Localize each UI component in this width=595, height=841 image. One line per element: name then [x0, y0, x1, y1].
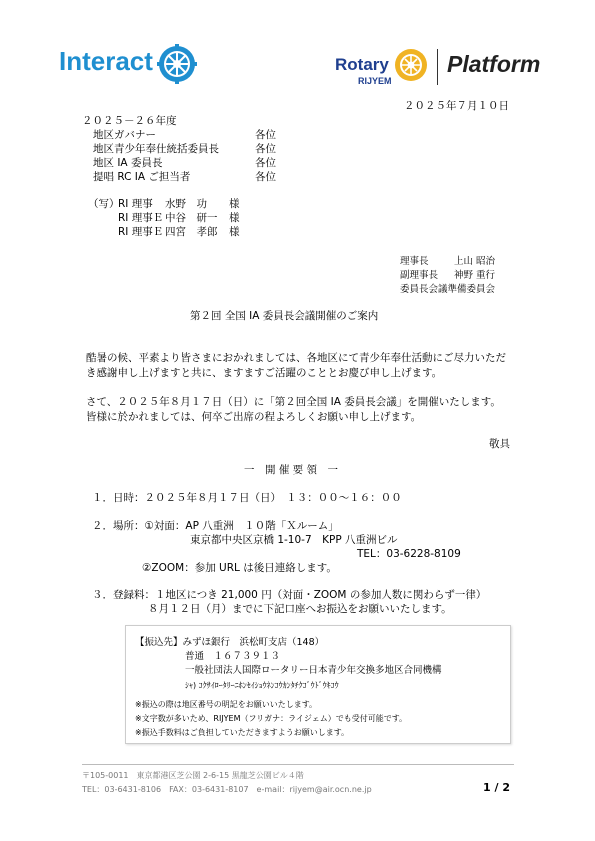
- outline-item: TEL：03-6228-8109: [357, 548, 461, 560]
- bank-account-holder: 一般社団法人国際ロータリー日本青少年交換多地区合同機構: [185, 665, 442, 676]
- sender-title: 理事長: [400, 256, 429, 267]
- body-text: 皆様に於かれましては、何卒ご出席の程よろしくお願い申し上げます。: [86, 411, 422, 423]
- cc-honorific: 様: [229, 212, 240, 224]
- cc-name: 四宮 孝郎: [165, 226, 218, 238]
- cc-honorific: 様: [229, 198, 240, 210]
- page-number: 1 / 2: [483, 781, 510, 794]
- body-text: 酷暑の候、平素より皆さまにおかれましては、各地区にて青少年奉仕活動にご尽力いただ: [86, 352, 506, 364]
- addressee-role: 地区青少年奉仕統括委員長: [93, 143, 219, 155]
- rotary-wheel-icon: [394, 48, 428, 82]
- body-text: さて、２０２５年８月１７日（日）に「第２回全国 IA 委員長会議」を開催いたします。: [86, 396, 501, 408]
- outline-item: ３．登録料：１地区につき 21,000 円（対面・ZOOM の参加人数に関わらず一律）: [92, 589, 487, 601]
- footer-address: 〒105-0011 東京都港区芝公園 2-6-15 黒龍芝公園ビル４階: [82, 771, 304, 780]
- cc-prefix: （写）: [88, 198, 120, 210]
- footer-divider: [82, 764, 514, 765]
- cc-honorific: 様: [229, 226, 240, 238]
- document-date: ２０２５年７月１０日: [404, 100, 509, 112]
- closing-text: 敬具: [489, 438, 510, 450]
- body-text: き感謝申し上げますと共に、ますますご活躍のこととお慶び申し上げます。: [86, 367, 443, 379]
- document-subject: 第２回 全国 IA 委員長会議開催のご案内: [190, 310, 379, 322]
- bank-note: ※振込の際は地区番号の明記をお願いいたします。: [135, 700, 318, 709]
- addressee-role: 提唱 RC IA ご担当者: [93, 171, 191, 183]
- cc-name: 水野 功: [165, 198, 207, 210]
- outline-item: ②ZOOM：参加 URL は後日連絡します。: [142, 562, 337, 574]
- cc-title: RI 理事: [118, 198, 153, 210]
- sender-name: 神野 重行: [454, 270, 496, 281]
- interact-wheel-icon: [157, 44, 197, 84]
- bank-account: 普通 １６７３９１３: [185, 651, 281, 662]
- interact-logo-text: Interact: [59, 46, 153, 76]
- addressee-role: 地区 IA 委員長: [93, 157, 163, 169]
- bank-note: ※文字数が多いため、RIJYEM（フリガナ：ライジェム）でも受付可能です。: [135, 714, 408, 723]
- cc-title: RI 理事Ｅ: [118, 226, 164, 238]
- bank-note: ※振込手数料はご負担していただきますようお願いします。: [135, 728, 350, 737]
- cc-name: 中谷 研一: [165, 212, 218, 224]
- outline-item: １．日時：２０２５年８月１７日（日） １３：００～１６：００: [92, 492, 402, 504]
- bank-text: 【振込先】みずほ銀行 浜松町支店（148）: [135, 637, 325, 648]
- platform-logo-text: Platform: [447, 51, 541, 77]
- addressee-honorific: 各位: [255, 129, 276, 141]
- cc-title: RI 理事Ｅ: [118, 212, 164, 224]
- outline-item: 東京都中央区京橋 1-10-7 KPP 八重洲ビル: [190, 534, 398, 546]
- addressee-honorific: 各位: [255, 143, 276, 155]
- addressee-role: 地区ガバナー: [93, 129, 156, 141]
- bank-account-holder-kana: ｼｬ) ｺｸｻｲﾛｰﾀﾘｰﾆﾎﾝｾｲｼｮｳﾈﾝｺｳｶﾝﾀﾁｸｺﾞｳﾄﾞｳｷｺｳ: [185, 681, 339, 690]
- sender-title: 副理事長: [400, 270, 439, 281]
- rijyem-logo-text: RIJYEM: [358, 76, 392, 86]
- logo-divider: [437, 49, 438, 85]
- fiscal-year: ２０２５－２６年度: [82, 115, 177, 127]
- addressee-honorific: 各位: [255, 171, 276, 183]
- outline-heading: 一 開 催 要 領 一: [244, 464, 339, 476]
- sender-name: 上山 昭治: [454, 256, 496, 267]
- footer-contact: TEL：03-6431-8106 FAX：03-6431-8107 e-mail：rijyem@air.ocn.ne.jp: [82, 785, 372, 794]
- rotary-logo-text: Rotary: [335, 55, 389, 74]
- outline-item: ８月１２日（月）までに下記口座へお振込をお願いいたします。: [148, 603, 452, 615]
- addressee-honorific: 各位: [255, 157, 276, 169]
- sender-title: 委員長会議準備委員会: [400, 284, 496, 295]
- outline-item: ２．場所：①対面：AP 八重洲 １０階「Ｘルーム」: [92, 520, 339, 532]
